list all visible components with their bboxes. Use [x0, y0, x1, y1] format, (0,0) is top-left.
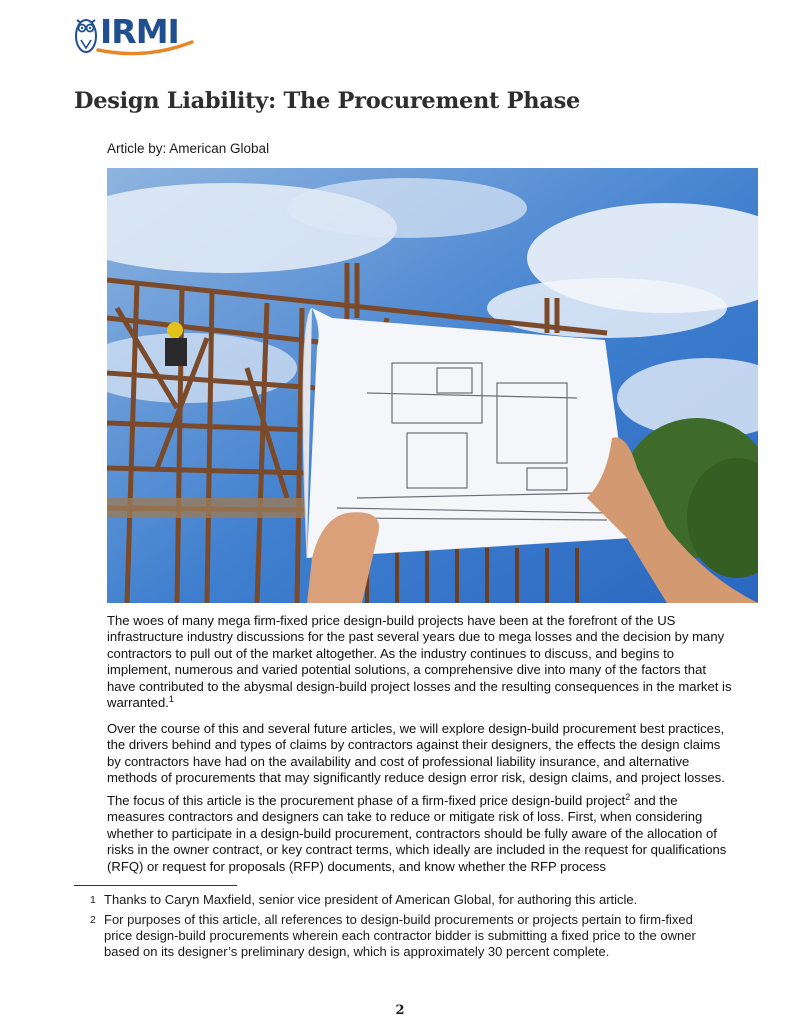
footnote-2 [90, 912, 730, 960]
footnote-ref-2[interactable]: 2 [625, 792, 631, 802]
article-byline: Article by: American Global [107, 141, 270, 156]
footnote-text: Thanks to Caryn Maxfield, senior vice president of American Global, for authoring this article. [104, 892, 638, 907]
article-title: Design Liability: The Procurement Phase [74, 88, 580, 114]
owl-icon [74, 14, 98, 54]
irmi-logo [74, 12, 194, 54]
footnote-number: 1 [90, 894, 96, 906]
footnote-1 [90, 892, 730, 908]
footnote-ref-1[interactable]: 1 [168, 694, 174, 705]
blueprint-construction-image [107, 168, 758, 603]
logo-swoosh [96, 40, 194, 56]
footnote-text: For purposes of this article, all references to design-build procurements or projects pertain to firm-fixed price design-build procurements wherein each contractor bidder is submitting a fixed price to the owner based on its designer’s preliminary design, which is approximately 30 percent complete. [104, 912, 696, 959]
logo-text: IRMI [100, 12, 179, 51]
footnote-number: 2 [90, 914, 96, 926]
article-photo [107, 168, 758, 603]
footnote-divider [74, 885, 237, 886]
paragraph-3: The focus of this article is the procurement phase of a firm-fixed price design-build project$^2$ and the measures contractors and designers can take to reduce or mitigate risk of loss. First, when considering whether to participate in a design-build procurement, contractors should be fully aware of the allocation of risks in the owner contract, or key contract terms, which ideally are included in the request for qualifications (RFQ) or request for proposals (RFP) documents, and know whether the RFP process [107, 792, 727, 874]
paragraph-2: Over the course of this and several future articles, we will explore design-build procurement best practices, the drivers behind and types of claims by contractors against their designers, the effects the design claims by contractors have had on the availability and cost of professional liability insurance, and alternative methods of procurements that may significantly reduce design error risk, design claims, and project losses. [107, 721, 725, 786]
paragraph-1: The woes of many mega firm-fixed price design-build projects have been at the forefront of the US infrastructure industry discussions for the past several years due to mega losses and the decision by many contractors to pull out of the market altogether. As the industry continues to discuss, and begins to implement, numerous and varied potential solutions, a comprehensive dive into many of the factors that have contributed to the abysmal design-build project losses and the resulting consequences in the market is warranted.$^1$ [107, 613, 732, 711]
page-number: 2 [395, 1003, 405, 1018]
